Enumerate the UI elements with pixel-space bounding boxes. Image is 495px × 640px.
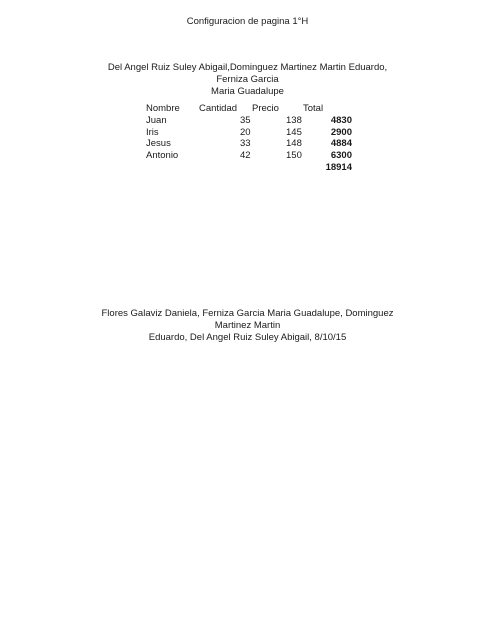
table-row bbox=[146, 150, 366, 162]
grand-total: 18914 bbox=[325, 161, 352, 173]
header-nombre: Nombre bbox=[146, 103, 180, 114]
cell-price: 148 bbox=[286, 138, 302, 150]
cell-name: Juan bbox=[146, 114, 167, 126]
header-cantidad: Cantidad bbox=[199, 103, 238, 114]
footer-line-2: Eduardo, Del Angel Ruiz Suley Abigail, 8/10/15 bbox=[148, 332, 347, 343]
cell-total: 4884 bbox=[330, 138, 352, 150]
cell-name: Antonio bbox=[146, 150, 179, 162]
footer-authors-block bbox=[90, 308, 405, 344]
cell-total: 4830 bbox=[330, 114, 352, 126]
cell-qty: 35 bbox=[240, 114, 251, 126]
cell-qty: 33 bbox=[240, 138, 251, 150]
cell-price: 138 bbox=[286, 114, 302, 126]
authors-line-1: Del Angel Ruiz Suley Abigail,Dominguez Martinez Martin Eduardo, Ferniza Garcia bbox=[107, 62, 388, 85]
header-total: Total bbox=[303, 103, 324, 114]
spreadsheet-table bbox=[146, 103, 366, 174]
table-header-row bbox=[146, 103, 366, 115]
footer-line-1: Flores Galaviz Daniela, Ferniza Garcia Maria Guadalupe, Dominguez Martinez Martin bbox=[101, 308, 394, 331]
header-precio: Precio bbox=[252, 103, 279, 114]
authors-block bbox=[95, 62, 400, 98]
cell-total: 2900 bbox=[330, 126, 352, 138]
table-row bbox=[146, 127, 366, 139]
cell-total: 6300 bbox=[330, 150, 352, 162]
cell-name: Jesus bbox=[146, 138, 171, 150]
cell-qty: 42 bbox=[240, 150, 251, 162]
table-row bbox=[146, 115, 366, 127]
cell-name: Iris bbox=[146, 126, 159, 138]
authors-line-2: Maria Guadalupe bbox=[211, 86, 284, 97]
cell-price: 145 bbox=[286, 126, 302, 138]
cell-qty: 20 bbox=[240, 126, 251, 138]
page-header: Configuracion de pagina 1°H bbox=[186, 16, 309, 27]
cell-price: 150 bbox=[286, 150, 302, 162]
grand-total-row bbox=[146, 162, 366, 174]
table-row bbox=[146, 138, 366, 150]
